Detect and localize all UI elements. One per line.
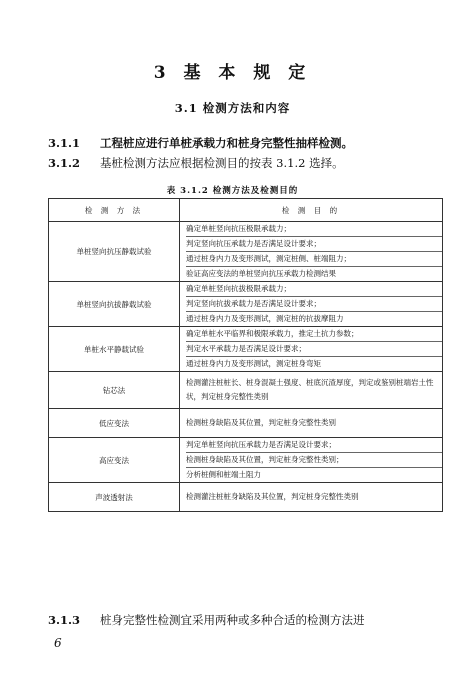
- purpose-cell: [180, 282, 443, 327]
- method-cell: 单桩竖向抗拔静载试验: [49, 282, 180, 327]
- table-row: [49, 282, 443, 327]
- purpose-line: 通过桩身内力及变形测试，测定桩的抗拔摩阻力: [186, 314, 344, 323]
- method-cell: 高应变法: [49, 438, 180, 483]
- clause-text: 工程桩应进行单桩承载力和桩身完整性抽样检测。: [100, 136, 353, 150]
- purpose-line: 验证高应变法的单桩竖向抗压承载力检测结果: [186, 269, 336, 278]
- section-title: 3.1 检测方法和内容: [174, 101, 291, 115]
- header-purpose: 检 测 目 的: [180, 199, 443, 222]
- method-cell: 单桩水平静载试验: [49, 327, 180, 372]
- clause-number: 3.1.3: [48, 613, 81, 627]
- page-number: 6: [54, 636, 62, 650]
- purpose-line: 判定单桩竖向抗压承载力是否满足设计要求；: [186, 438, 442, 453]
- table-row: [49, 483, 443, 512]
- purpose-line: 确定单桩水平临界和极限承载力，推定土抗力参数；: [186, 327, 442, 342]
- header-method: 检 测 方 法: [49, 199, 180, 222]
- purpose-cell: [180, 222, 443, 282]
- method-cell: 低应变法: [49, 409, 180, 438]
- purpose-line: 检测灌注桩桩长、桩身混凝土强度、桩底沉渣厚度，判定或鉴别桩端岩土性状，判定桩身完整性类别: [186, 378, 434, 401]
- purpose-cell: [180, 327, 443, 372]
- purpose-line: 判定水平承载力是否满足设计要求；: [186, 342, 442, 357]
- purpose-line: 通过桩身内力及变形测试，测定桩侧、桩端阻力；: [186, 252, 442, 267]
- purpose-line: 判定竖向抗拔承载力是否满足设计要求；: [186, 297, 442, 312]
- table-row: [49, 409, 443, 438]
- clause-3-1-1: [48, 135, 353, 151]
- clause-number: 3.1.1: [48, 136, 81, 150]
- purpose-line: 判定竖向抗压承载力是否满足设计要求；: [186, 237, 442, 252]
- method-cell: 钻芯法: [49, 372, 180, 409]
- purpose-cell: [180, 409, 443, 438]
- table-header-row: [49, 199, 443, 222]
- purpose-line: 确定单桩竖向抗压极限承载力；: [186, 222, 442, 237]
- table-row: [49, 222, 443, 282]
- clause-text: 桩身完整性检测宜采用两种或多种合适的检测方法进: [100, 613, 365, 627]
- methods-table: [48, 198, 443, 512]
- purpose-line: 通过桩身内力及变形测试，测定桩身弯矩: [186, 359, 321, 368]
- purpose-line: 确定单桩竖向抗拔极限承载力；: [186, 282, 442, 297]
- method-cell: 声波透射法: [49, 483, 180, 512]
- purpose-line: 分析桩侧和桩端土阻力: [186, 470, 261, 479]
- table-title: 表 3.1.2 检测方法及检测目的: [166, 186, 299, 196]
- purpose-line: 检测灌注桩桩身缺陷及其位置，判定桩身完整性类别: [186, 492, 359, 501]
- purpose-line: 检测桩身缺陷及其位置，判定桩身完整性类别；: [186, 453, 442, 468]
- table-row: [49, 372, 443, 409]
- clause-3-1-3: [48, 612, 365, 628]
- method-cell: 单桩竖向抗压静载试验: [49, 222, 180, 282]
- clause-number: 3.1.2: [48, 156, 81, 170]
- purpose-cell: [180, 483, 443, 512]
- purpose-cell: [180, 372, 443, 409]
- clause-3-1-2: [48, 155, 344, 171]
- purpose-cell: [180, 438, 443, 483]
- table-row: [49, 327, 443, 372]
- table-row: [49, 438, 443, 483]
- chapter-title: 3 基 本 规 定: [153, 63, 312, 83]
- purpose-line: 检测桩身缺陷及其位置，判定桩身完整性类别: [186, 418, 336, 427]
- clause-text: 基桩检测方法应根据检测目的按表 3.1.2 选择。: [100, 156, 344, 170]
